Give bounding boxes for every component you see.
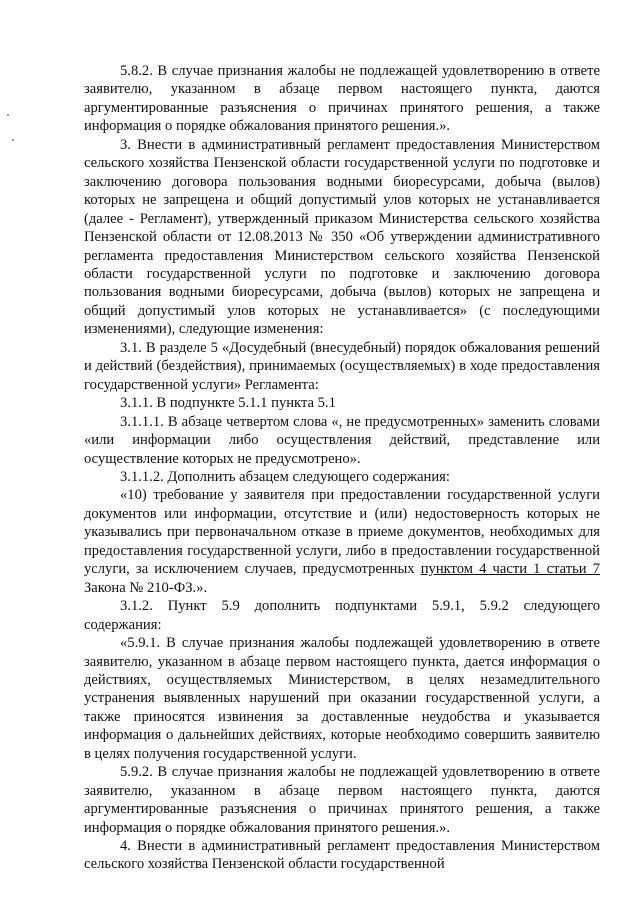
- paragraph-3-1: 3.1. В разделе 5 «Досудебный (внесудебный) порядок обжалования решений и действий (бездействия), принимаемых (осуществляемых) в ходе предоставления государственной услуги» Регламента:: [84, 339, 600, 393]
- paragraph-item-10: [84, 486, 600, 597]
- scan-speck: [12, 139, 14, 141]
- paragraph-3-1-2: 3.1.2. Пункт 5.9 дополнить подпунктами 5.9.1, 5.9.2 следующего содержания:: [84, 598, 600, 633]
- document-body: [84, 62, 600, 874]
- law-reference-link[interactable]: пунктом 4 части 1 статьи 7: [420, 561, 600, 578]
- paragraph-3-1-1: 3.1.1. В подпункте 5.1.1 пункта 5.1: [120, 395, 336, 412]
- paragraph-5-9-1: «5.9.1. В случае признания жалобы подлежащей удовлетворению в ответе заявителю, указанном в абзаце первом настоящего пункта, дается информация о действиях, осуществляемых Министерством, в целях незамедлительного устранения выявленных нарушений при оказании государственной услуги, а также приносятся извинения за доставленные неудобства и указывается информация о дальнейших действиях, которые необходимо совершить заявителю в целях получения государственной услуги.: [84, 635, 600, 762]
- item-10-text: «10) требование у заявителя при предоставлении государственной услуги документов или информации, отсутствие и (или) недостоверность которых не указывались при первоначальном отказе в приеме документов, необходимых для предоставления государственной услуги, либо в предоставлении государственной услуги, за исключением случаев, предусмотренных: [84, 487, 600, 578]
- paragraph-item-3: 3. Внести в административный регламент предоставления Министерством сельского хозяйства Пензенской области государственной услуги по подготовке и заключению договора пользования водными биоресурсами, добыча (вылов) которых не запрещена и общий допустимый улов которых не устанавливается (далее - Регламент), утвержденный приказом Министерства сельского хозяйства Пензенской области от 12.08.2013 № 350 «Об утверждении административного регламента предоставления Министерством сельского хозяйства Пензенской области государственной услуги по подготовке и заключению договора пользования водными биоресурсами, добыча (вылов) которых не запрещена и общий допустимый улов которых не устанавливается» (с последующими изменениями), следующие изменения:: [84, 136, 600, 338]
- paragraph-5-8-2: 5.8.2. В случае признания жалобы не подлежащей удовлетворению в ответе заявителю, указанном в абзаце первом настоящего пункта, даются аргументированные разъяснения о причинах принятого решения, а также информация о порядке обжалования принятого решения.».: [84, 63, 600, 135]
- paragraph-5-9-2: 5.9.2. В случае признания жалобы не подлежащей удовлетворению в ответе заявителю, указанном в абзаце первом настоящего пункта, даются аргументированные разъяснения о причинах принятого решения, а также информация о порядке обжалования принятого решения.».: [84, 764, 600, 836]
- paragraph-3-1-1-1: 3.1.1.1. В абзаце четвертом слова «, не предусмотренных» заменить словами «или информации либо осуществления действий, представление или осуществление которых не предусмотрено».: [84, 413, 600, 467]
- item-10-tail: Закона № 210-ФЗ.».: [84, 579, 208, 596]
- scan-speck: [7, 114, 9, 116]
- paragraph-3-1-1-2: 3.1.1.2. Дополнить абзацем следующего содержания:: [120, 468, 450, 485]
- paragraph-item-4: 4. Внести в административный регламент предоставления Министерством сельского хозяйства Пензенской области государственной: [84, 838, 600, 873]
